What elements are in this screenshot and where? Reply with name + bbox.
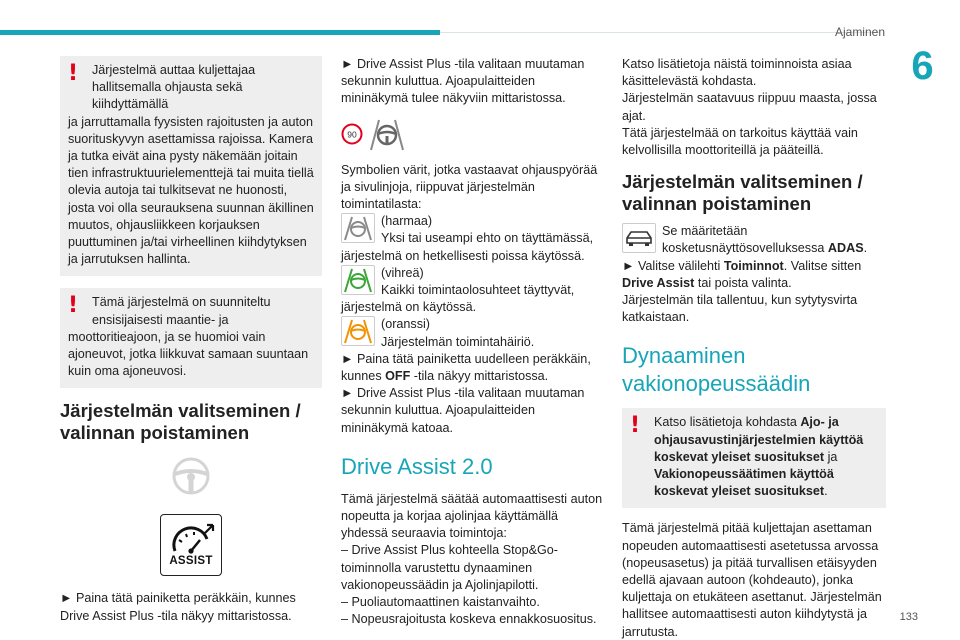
speed-limit-value: 90	[347, 129, 357, 140]
chapter-title: Ajaminen	[834, 25, 885, 39]
section-title: Dynaaminen vakionopeussäädin	[622, 343, 811, 397]
state-desc: Yksi tai useampi ehto on täyttämässä, järjestelmä on hetkellisesti poissa käytössä.	[341, 231, 594, 263]
assist-button-label: ASSIST	[169, 555, 213, 568]
state-desc: Järjestelmän toimintahäiriö.	[381, 334, 535, 349]
body-text: Tämä järjestelmä pitää kuljettajan asettaman nopeuden automaattisesti asetetussa arvossa (nopeusasetus) ja pitää turvallisen etäisyyden edellä ajavaan autoon (kohdeauto), jonka kuljettaja on etukäteen asettanut. Järjestelmän hallitsee automaattisesti auton kiihdytystä ja jarrutusta.	[622, 521, 882, 639]
section-heading: Järjestelmän valitseminen / valinnan poistaminen	[60, 400, 301, 444]
column-1	[60, 56, 322, 625]
section-title: Drive Assist 2.0	[341, 453, 493, 479]
header-accent-bar	[0, 30, 440, 35]
state-name: (oranssi)	[381, 317, 430, 332]
warning-icon: !	[630, 413, 641, 439]
warning-box	[622, 408, 886, 508]
warning-text: Katso lisätietoja kohdasta Ajo- ja ohjausavustinjärjestelmien käyttöä koskevat yleiset suositukset ja Vakionopeussäätimen käyttöä koskevat yleiset suositukset.	[654, 415, 864, 499]
lane-wheel-orange-icon	[341, 316, 375, 346]
instruction-text: ► Paina tätä painiketta peräkkäin, kunnes Drive Assist Plus -tila näkyy mittaristossa.	[60, 591, 296, 623]
warning-icon: !	[68, 61, 79, 86]
saved-text: Järjestelmän tila tallentuu, kun sytytysvirta katkaistaan.	[622, 293, 858, 325]
select-instruction: ► Valitse välilehti Toiminnot. Valitse sitten Drive Assist tai poista valinta.	[622, 258, 862, 290]
column-2	[341, 56, 603, 628]
mini-display	[341, 116, 603, 152]
lane-wheel-green-icon	[341, 265, 375, 295]
symbols-intro: Symbolien värit, jotka vastaavat ohjauspyörää ja sivulinjoja, riippuvat järjestelmän toimintatilasta:	[341, 162, 598, 212]
warning-box	[60, 56, 322, 276]
state-name: (vihreä)	[381, 265, 424, 280]
state-desc: Kaikki toimintaolosuhteet täyttyvät, järjestelmä on käytössä.	[341, 283, 575, 315]
warning-text-rest: ja jarruttamalla fyysisten rajoitusten ja auton suorituskyvyn asettamissa rajoissa. Kamera ja tutka eivät aina pysty näkemään joitain tien infrastruktuurielementtejä tai muita tiellä olevia autoja tai tulkitsevat ne huonosti, josta voi olla seurauksena suunnan äkillinen muutos, ohjausliikkeen korjauksen puuttuminen ja/tai virheellinen kiihdytyksen ja jarrutuksen hallinta.	[68, 114, 314, 267]
state-name: (harmaa)	[381, 214, 433, 229]
speedometer-icon	[167, 521, 217, 555]
chapter-number: 6	[911, 44, 934, 88]
section-heading: Järjestelmän valitseminen / valinnan poistaminen	[622, 171, 863, 215]
header-rule	[440, 32, 880, 33]
warning-box	[60, 288, 322, 388]
bullet-item: – Drive Assist Plus kohteella Stop&Go-toiminnolla varustettu dynaaminen vakionopeussäädin ja Ajolinjapilotti.	[341, 543, 558, 592]
drive-assist-wheel-icon	[367, 116, 407, 152]
warning-icon: !	[68, 293, 79, 319]
section-body: Tämä järjestelmä säätää automaattisesti auton nopeutta ja korjaa ajolinjaa käyttämällä yhdessä seuraavia toimintoja:	[341, 491, 603, 541]
column-3	[622, 56, 886, 640]
warning-text-rest: moottoritieajoon, ja se huomioi vain ajoneuvot, jotka liikkuvat samaan suuntaan kuin oma ajoneuvosi.	[68, 329, 309, 379]
warning-text-first: Tämä järjestelmä on suunniteltu ensisijaisesti maantie- ja	[92, 295, 271, 327]
lane-wheel-grey-icon	[341, 213, 375, 243]
off-text: ► Drive Assist Plus -tila valitaan muutaman sekunnin kuluttua. Ajoapulaitteiden mininäkymä katoaa.	[341, 386, 585, 435]
info-text: Järjestelmän saatavuus riippuu maasta, jossa ajat.	[622, 91, 877, 123]
info-text: Tätä järjestelmää on tarkoitus käyttää vain kelvollisilla moottoriteillä ja pääteillä.	[622, 125, 858, 158]
car-icon	[622, 223, 656, 253]
info-text: Katso lisätietoja näistä toiminnoista asiaa käsittelevästä kohdasta.	[622, 57, 852, 89]
bullet-item: – Puoliautomaattinen kaistanvaihto.	[341, 595, 540, 610]
adas-definition: Se määritetään kosketusnäyttösovelluksessa ADAS.	[622, 223, 886, 257]
press-off-text: ► Paina tätä painiketta uudelleen peräkkäin, kunnes OFF -tila näkyy mittaristossa.	[341, 351, 591, 384]
assist-button[interactable]	[160, 514, 222, 576]
bullet-item: – Nopeusrajoitusta koskeva ennakkosuositus.	[341, 612, 597, 627]
speed-limit-icon	[341, 123, 363, 145]
steering-wheel-icon	[171, 456, 211, 496]
state-orange	[341, 316, 603, 350]
state-green	[341, 265, 603, 317]
warning-text-first: Järjestelmä auttaa kuljettajaa hallitsemalla ohjausta sekä kiihdyttämällä	[92, 63, 256, 112]
intro-text: ► Drive Assist Plus -tila valitaan muutaman sekunnin kuluttua. Ajoapulaitteiden mininäkymä tulee näkyviin mittaristossa.	[341, 57, 585, 106]
page-number: 133	[899, 610, 918, 623]
state-grey	[341, 213, 603, 265]
